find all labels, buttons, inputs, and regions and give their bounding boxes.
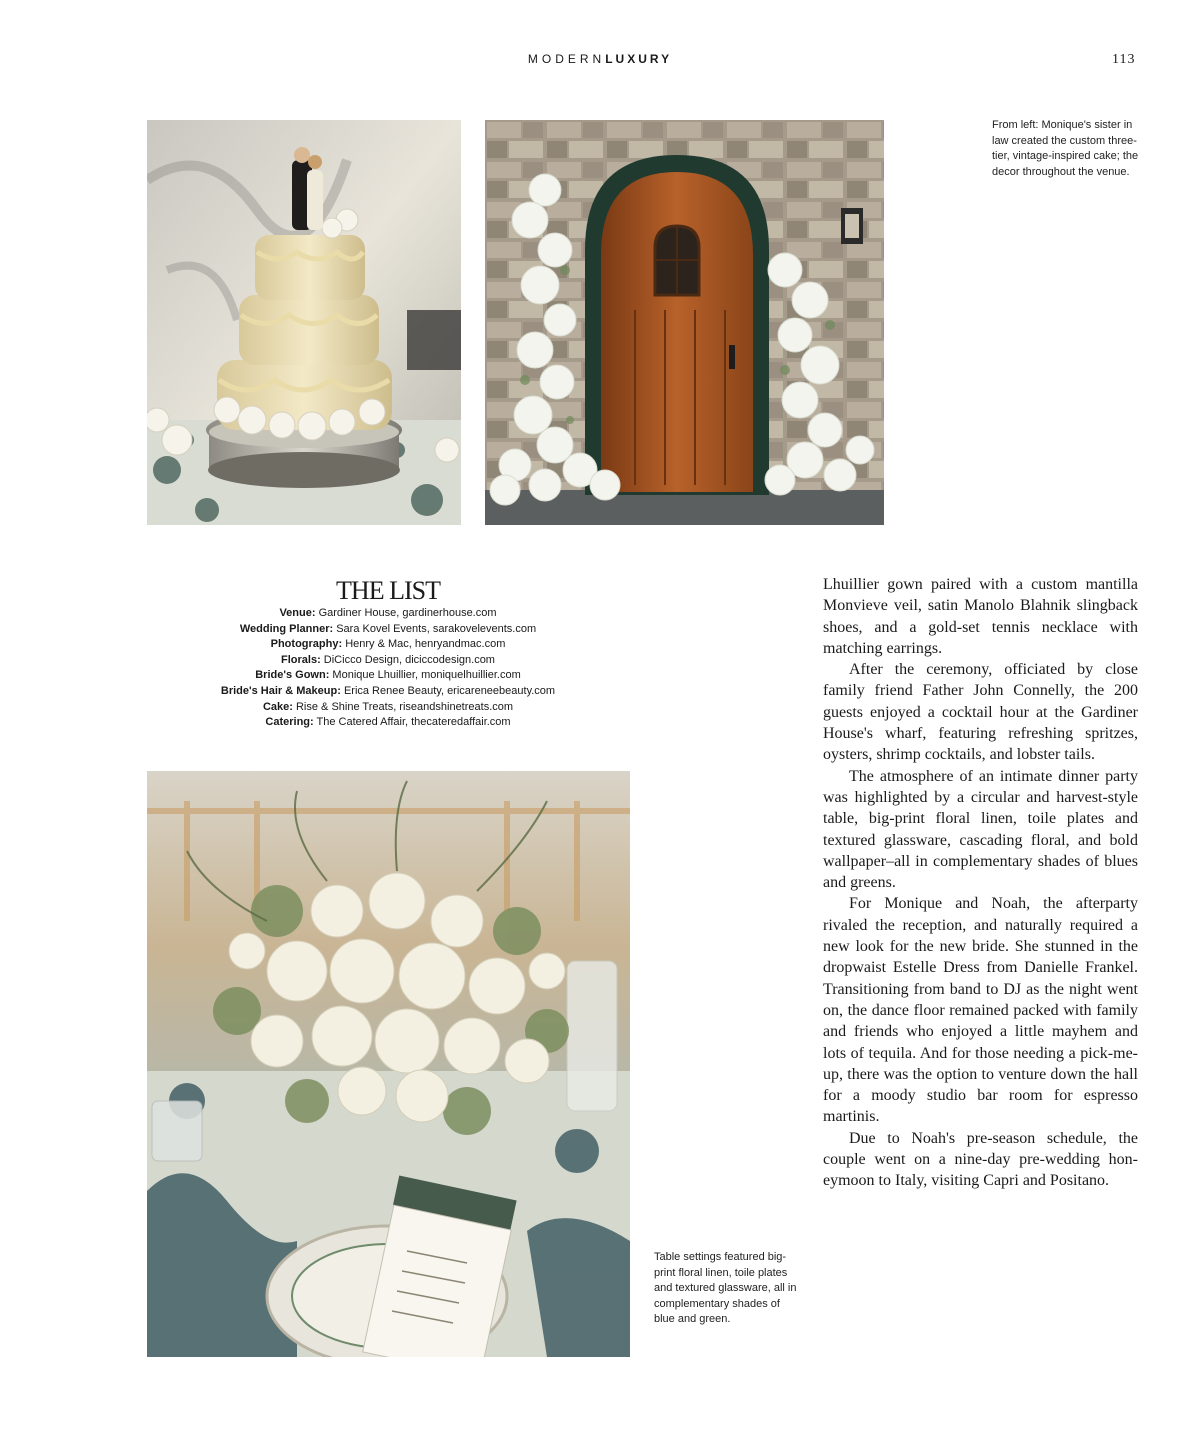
masthead-modern: MODERN: [527, 52, 606, 66]
list-item-label: Wedding Planner:: [239, 622, 334, 635]
list-item-value: The Catered Affair, thecateredaffair.com: [316, 716, 511, 729]
list-item: [178, 606, 598, 622]
masthead-luxury: LUXURY: [605, 52, 673, 66]
list-item: [178, 637, 598, 653]
list-item: [178, 668, 598, 684]
list-item: [178, 715, 598, 731]
cake-photo: [147, 120, 461, 525]
list-item: [178, 622, 598, 638]
list-item-value: Monique Lhuillier, moniquelhuillier.com: [332, 669, 521, 682]
article-paragraph: The atmosphere of an intimate dinner party was highlighted by a circular and harvest-style table, big-print floral linen, toile plates and textured glassware, cascading floral, and bold wallpaper–all in complementary shades of blues and greens.: [823, 767, 1138, 892]
list-item: [178, 684, 598, 700]
list-item-value: Erica Renee Beauty, ericareneebeauty.com: [343, 684, 556, 697]
door-photo: [485, 120, 884, 525]
vendor-list: [178, 606, 598, 731]
list-item-label: Venue:: [279, 607, 316, 619]
list-item: [178, 700, 598, 716]
list-item-label: Cake:: [262, 700, 293, 713]
list-item-value: Gardiner House, gardinerhouse.com: [318, 607, 497, 619]
list-item: [178, 653, 598, 669]
list-item-value: Henry & Mac, henryandmac.com: [345, 638, 506, 651]
list-item-label: Catering:: [265, 716, 314, 729]
list-item-label: Bride's Hair & Makeup:: [220, 684, 341, 697]
list-title: THE LIST: [336, 576, 440, 605]
list-item-label: Florals:: [281, 653, 321, 666]
list-item-value: Rise & Shine Treats, riseandshinetreats.com: [295, 700, 514, 713]
top-photo-caption: From left: Monique's sister in law created the custom three-tier, vintage-inspired cake; the decor throughout the venue.: [992, 119, 1139, 178]
article-body: [823, 574, 1138, 1192]
list-item-label: Photography:: [270, 638, 343, 651]
list-item-value: Sara Kovel Events, sarakovelevents.com: [336, 622, 537, 635]
page-number: 113: [1112, 52, 1136, 67]
list-item-label: Bride's Gown:: [255, 669, 330, 682]
article-paragraph: Due to Noah's pre-season schedule, the couple went on a nine-day pre-wedding honeymoon to Italy, visiting Capri and Positano.: [823, 1129, 1138, 1190]
bottom-photo-caption: Table settings featured big-print floral linen, toile plates and textured glassware, all in complementary shades of blue and green.: [654, 1251, 797, 1325]
list-item-value: DiCicco Design, diciccodesign.com: [323, 653, 495, 666]
masthead: [0, 52, 1200, 66]
table-setting-photo: [147, 771, 630, 1357]
article-paragraph: After the ceremony, officiated by close family friend Father John Connelly, the 200 guests enjoyed a cocktail hour at the Gardiner House's wharf, featuring refreshing spritzes, oysters, shrimp cocktails, and lobster tails.: [823, 661, 1138, 764]
article-paragraph: For Monique and Noah, the afterparty rivaled the reception, and naturally required a new look for the new bride. She stunned in the dropwaist Estelle Dress from Danielle Frankel. Transitioning from band to DJ as the night went on, the dance floor remained packed with family and friends who enjoyed a little mayhem and lots of tequila. And for those needing a pick-me-up, there was the option to venture down the hall for a moody studio bar room for espresso martinis.: [823, 895, 1138, 1126]
article-paragraph: Lhuillier gown paired with a custom mantilla Monvieve veil, satin Manolo Blahnik slingback shoes, and a gold-set tennis necklace with matching earrings.: [823, 576, 1138, 657]
